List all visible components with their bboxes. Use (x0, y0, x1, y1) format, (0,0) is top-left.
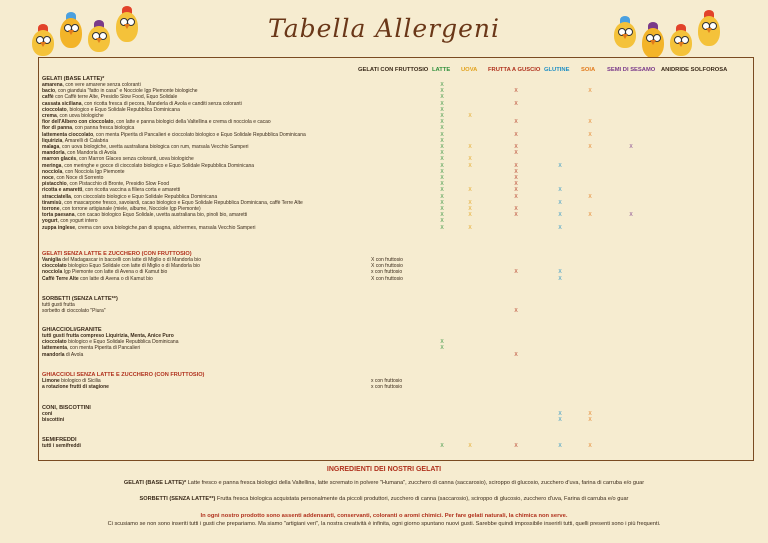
allergen-mark-soia: X (588, 131, 592, 138)
allergen-mark-soia: X (588, 88, 592, 95)
flavor-description: , con cacao biologico Equo Solidale, uvetta australiana bio, pinoli bio, amaretti (74, 212, 248, 219)
allergen-mark-glutine: X (558, 269, 562, 276)
table-row (42, 226, 255, 231)
flavor-description: , con vere amarene senza coloranti (62, 82, 141, 88)
section-title: GHIACCIOLI/GRANITE (42, 327, 102, 333)
flavor-description: , con gianduia "fatto in casa" e Nocciole Igp Piemonte biologiche (55, 88, 198, 95)
allergen-mark-latte: X (440, 137, 444, 144)
flavor-name: Vaniglia (42, 257, 61, 263)
flavor-description: , con Noce di Sorrento (53, 175, 104, 181)
allergen-mark-glutine: X (558, 212, 562, 219)
allergen-mark-frutta: X (514, 206, 518, 212)
allergen-mark-latte: X (440, 88, 444, 95)
flavor-name: lattementa cioccolato (42, 131, 94, 138)
table-row (42, 385, 109, 390)
allergen-mark-latte: X (440, 113, 444, 119)
allergen-mark-latte: X (440, 206, 444, 212)
flavor-description: , con Mandorla di Avola (64, 150, 117, 157)
allergen-mark-uova: X (468, 162, 472, 169)
flavor-name: torrone (42, 206, 60, 212)
allergen-mark-latte: X (440, 339, 444, 346)
allergen-mark-frutta: X (514, 88, 518, 95)
flavor-description: Igp Piemonte con latte di Avena o di Kamut bio (62, 269, 168, 276)
table-row (42, 444, 81, 449)
allergen-mark-latte: X (440, 94, 444, 101)
flavor-name: coni (42, 411, 53, 417)
ingredients-title: INGREDIENTI DEI NOSTRI GELATI (326, 466, 442, 473)
allergen-mark-uova: X (468, 224, 472, 231)
allergen-mark-latte: X (440, 212, 444, 219)
section-title: CONI, BISCOTTINI (42, 405, 91, 411)
column-header-uova: UOVA (461, 67, 478, 73)
allergen-mark-frutta: X (514, 181, 518, 188)
section-title: GELATI (BASE LATTE)* (42, 76, 105, 82)
allergen-mark-soia: X (588, 417, 592, 424)
flavor-description: , Amarelli di Calabria (62, 137, 109, 144)
ingredients-base (0, 480, 768, 486)
flavor-name: ricotta e amaretti (42, 187, 83, 194)
allergen-mark-uova: X (468, 212, 472, 219)
allergen-mark-latte: X (440, 181, 444, 188)
ingredients-sorb-text: Frutta fresca biologica acquistata personalmente da piccoli produttori, zucchero di canna (saccarosio), sciroppo di glucosio, zucchero d'uva, Farina di carruba e/o guar (215, 496, 629, 502)
flavor-name: crema (42, 113, 57, 119)
section-title: GHIACCIOLI SENZA LATTE E ZUCCHERO (CON FRUTTOSIO) (42, 372, 205, 378)
table-row (42, 353, 83, 358)
table-row (42, 277, 153, 282)
allergen-mark-frutta: X (514, 162, 518, 169)
flavor-name: malaga (42, 144, 60, 150)
section-title: GELATI SENZA LATTE E ZUCCHERO (CON FRUTTOSIO) (42, 251, 192, 257)
allergen-mark-frutta: X (514, 351, 518, 358)
fructose-cell: x con fruttosio (371, 378, 403, 384)
flavor-name: mandorla (42, 150, 65, 157)
allergen-mark-frutta: X (514, 269, 518, 276)
flavor-name: amarena (42, 82, 63, 88)
flavor-description: , con meringhe e gocce di cioccolato biologico e Equo Solidale Repubblica Dominicana (61, 162, 255, 169)
flavor-description: , con ricotta vaccina a filiera corta e amaretti (82, 187, 181, 194)
allergen-mark-uova: X (468, 206, 472, 212)
allergen-mark-soia: X (588, 119, 592, 126)
flavor-name: pistacchio (42, 181, 67, 188)
flavor-description: , con uova biologiche, uvetta australiana biologica con rum, marsala Vecchio Samperi (59, 144, 249, 150)
flavor-description: , con mascarpone fresco, savoiardi, cacao biologico e Equo Solidale Repubblica Dominicana, caffè Terre Alte (61, 199, 303, 206)
flavor-name: biscottini (42, 417, 65, 424)
column-header-frutt: GELATI CON FRUTTOSIO (358, 67, 429, 73)
flavor-name: cioccolato (42, 339, 67, 346)
flavor-description: , crema con uova biologiche,pan di spagna, alchermes, marsala Vecchio Samperi (75, 224, 256, 231)
ingredients-sorb-label: SORBETTI (SENZA LATTE**) (139, 496, 216, 502)
allergen-mark-soia: X (588, 212, 592, 219)
ingredients-base-text: Latte fresco e panna fresca biologici della Valtellina, latte scremato in polvere "Humana", zucchero di canna (saccarosio), sciroppo di glucosio, zucchero d'uva, farina di carruba e/o guar (186, 480, 645, 486)
flavor-description: , con cioccolato biologico e Equo Solidale Repubblica Dominicana (70, 193, 218, 200)
flavor-name: nocciola (42, 269, 63, 276)
flavor-description: , con latte e panna biologici della Valtellina e crema di nocciola e cacao (113, 119, 271, 126)
allergen-mark-soia: X (588, 144, 592, 150)
flavor-name: Limone (42, 378, 60, 384)
allergen-mark-latte: X (440, 144, 444, 150)
allergen-mark-frutta: X (514, 119, 518, 126)
flavor-name: stracciatella (42, 193, 71, 200)
allergen-mark-glutine: X (558, 411, 562, 417)
flavor-name: marron glacés (42, 156, 77, 163)
allergen-mark-uova: X (468, 156, 472, 163)
flavor-description: , biologico e Equo Solidale Repubblica Dominicana (66, 106, 180, 113)
allergen-mark-latte: X (440, 162, 444, 169)
allergen-mark-frutta: X (514, 443, 518, 449)
flavor-name: liquirizia (42, 137, 63, 144)
allergen-mark-latte: X (440, 82, 444, 88)
allergen-mark-frutta: X (514, 150, 518, 157)
flavor-description: biologico e Equo Solidale Repubblica Dominicana (66, 339, 179, 346)
flavor-description: , con menta Piperita di Pancalieri (67, 345, 141, 352)
allergen-mark-glutine: X (558, 417, 562, 424)
fructose-cell: X con fruttosio (371, 275, 403, 282)
flavor-description: , con yogurt intero (57, 218, 98, 225)
allergen-mark-uova: X (468, 144, 472, 150)
flavor-name: tutti i semifreddi (42, 443, 81, 449)
column-header-soia: SOIA (581, 67, 596, 73)
allergen-mark-latte: X (440, 443, 444, 449)
column-header-sesamo: SEMI DI SESAMO (607, 67, 656, 73)
flavor-name: tutti gusti frutta compreso Liquirizia, Menta, Anice Puro (42, 333, 174, 339)
column-header-frutta: FRUTTA A GUSCIO (488, 67, 541, 73)
fructose-cell: X con fruttosio (371, 257, 403, 263)
flavor-name: meringa (42, 162, 62, 169)
flavor-description: con latte di Avena o di Kamut bio (78, 275, 153, 282)
flavor-name: nocciola (42, 168, 63, 175)
flavor-name: cioccolato (42, 263, 67, 270)
flavor-name: tiramisù (42, 199, 62, 206)
allergen-mark-glutine: X (558, 443, 562, 449)
column-header-glutine: GLUTINE (544, 67, 570, 73)
flavor-description: , con panna fresca biologica (72, 125, 135, 132)
allergen-mark-uova: X (468, 187, 472, 194)
flavor-description: tutti gusti frutta (42, 302, 75, 308)
allergen-mark-latte: X (440, 168, 444, 175)
allergen-mark-glutine: X (558, 275, 562, 282)
flavor-description: , con Nocciola Igp Piemonte (62, 168, 125, 175)
allergen-mark-frutta: X (514, 100, 518, 107)
fructose-cell: x con fruttosio (371, 269, 403, 276)
allergen-mark-glutine: X (558, 199, 562, 206)
flavor-name: torta paesana (42, 212, 75, 219)
table-row (42, 309, 106, 314)
allergen-mark-latte: X (440, 175, 444, 181)
fructose-cell: X con fruttosio (371, 263, 403, 270)
allergen-mark-latte: X (440, 187, 444, 194)
allergen-mark-latte: X (440, 224, 444, 231)
allergen-mark-latte: X (440, 100, 444, 107)
allergen-mark-uova: X (468, 443, 472, 449)
allergen-mark-latte: X (440, 119, 444, 126)
allergen-mark-glutine: X (558, 162, 562, 169)
allergen-mark-uova: X (468, 199, 472, 206)
flavor-name: zuppa inglese (42, 224, 76, 231)
allergen-mark-soia: X (588, 193, 592, 200)
allergen-mark-latte: X (440, 131, 444, 138)
allergen-mark-soia: X (588, 411, 592, 417)
flavor-name: mandorla (42, 351, 65, 358)
allergen-mark-frutta: X (514, 308, 518, 315)
flavor-description: , con ricotta fresca di pecora, Manderla di Avola e canditi senza coloranti (81, 100, 242, 107)
flavor-description: del Madagascar in baccelli con latte di Miglio o di Mandorla bio (60, 257, 201, 263)
ingredients-base-label: GELATI (BASE LATTE)* (123, 480, 187, 486)
flavor-name: caffè (42, 94, 54, 101)
flavor-description: biologico Equo Solidale con latte di Miglio o di Mandorla bio (66, 263, 200, 270)
section-title: SEMIFREDDI (42, 437, 77, 443)
allergen-mark-sesamo: X (629, 212, 633, 219)
allergen-mark-glutine: X (558, 224, 562, 231)
flavor-description: , con uova biologiche (56, 113, 104, 119)
allergen-mark-uova: X (468, 113, 472, 119)
section-title: SORBETTI (SENZA LATTE**) (42, 296, 118, 302)
column-header-anidride: ANIDRIDE SOLFOROSA (661, 67, 728, 73)
allergen-mark-frutta: X (514, 187, 518, 194)
page-title: Tabella Allergeni (268, 14, 500, 43)
flavor-description: con Caffè terre Alte, Presidio Slow Food, Equo Solidale (53, 94, 178, 101)
flavor-name: yogurt (42, 218, 58, 225)
allergen-mark-latte: X (440, 199, 444, 206)
ingredients-sorbetti (0, 496, 768, 502)
allergen-mark-latte: X (440, 345, 444, 352)
allergen-mark-soia: X (588, 443, 592, 449)
allergen-mark-frutta: X (514, 144, 518, 150)
flavor-name: bacio (42, 88, 56, 95)
flavor-description: , con Pistacchio di Bronte, Presidio Slow Food (66, 181, 170, 188)
allergen-mark-latte: X (440, 150, 444, 157)
allergen-mark-latte: X (440, 106, 444, 113)
flavor-name: fior di panna (42, 125, 72, 132)
flavor-description: , con torrone artigianale (miele, albume, Nocciole Igp Piemonte) (59, 206, 201, 212)
note-natural: In ogni nostro prodotto sono assenti addensanti, conservanti, coloranti o aromi chimici. Per fare gelati naturali, la chimica non serve. (200, 513, 568, 519)
allergen-mark-latte: X (440, 125, 444, 132)
flavor-name: lattementa (42, 345, 68, 352)
column-header-latte: LATTE (432, 67, 451, 73)
note-apology: Ci scusiamo se non sono inseriti tutti i gusti che prepariamo. Ma siamo "artigiani veri", la nostra creatività è infinita, ogni giorno spuntano nuovi gusti. Sarebbe quindi impossibile inserirli tutti, quelli presenti sono i più frequenti. (107, 521, 661, 527)
allergen-mark-latte: X (440, 193, 444, 200)
flavor-description: biologico di Sicilia (59, 378, 101, 384)
allergen-mark-frutta: X (514, 175, 518, 181)
flavor-name: noce (42, 175, 54, 181)
allergen-mark-frutta: X (514, 212, 518, 219)
flavor-name: fior dell'Albero con cioccolato (42, 119, 114, 126)
table-row (42, 418, 64, 423)
allergen-mark-frutta: X (514, 168, 518, 175)
flavor-description: di Avola (64, 351, 84, 358)
allergen-mark-sesamo: X (629, 144, 633, 150)
allergen-mark-latte: X (440, 218, 444, 225)
flavor-name: cassata siciliana (42, 100, 82, 107)
flavor-description: , con menta Piperita di Pancalieri e cioccolato biologico e Equo Solidale Repubblica Dominicana (93, 131, 306, 138)
allergen-mark-latte: X (440, 156, 444, 163)
flavor-description: , con Marron Glaces senza coloranti, uova biologiche (76, 156, 194, 163)
allergen-mark-frutta: X (514, 193, 518, 200)
flavor-name: a rotazione frutti di stagione (42, 384, 109, 391)
flavor-name: cioccolato (42, 106, 67, 113)
allergen-mark-frutta: X (514, 131, 518, 138)
fructose-cell: x con fruttosio (371, 384, 403, 391)
flavor-description: sorbetto di cioccolato "Piura" (42, 308, 106, 315)
allergen-mark-glutine: X (558, 187, 562, 194)
flavor-name: Caffè Terre Alte (42, 275, 79, 282)
